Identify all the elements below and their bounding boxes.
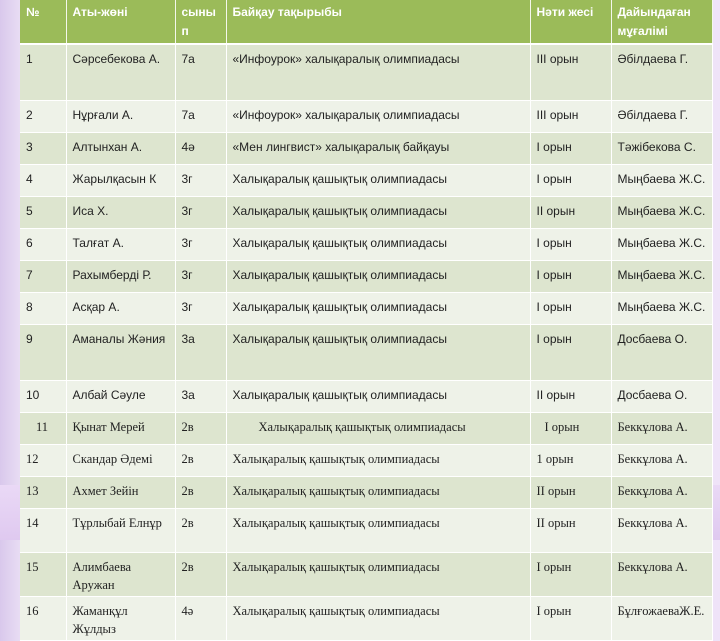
table-row [20,197,712,229]
cell-class: 4ә [175,597,226,641]
cell-class: 3а [175,325,226,381]
results-table [20,0,713,641]
cell-number: 6 [20,229,66,261]
table-row [20,44,712,101]
cell-class: 3а [175,381,226,413]
cell-contest: Халықаралық қашықтық олимпиадасы [226,597,530,641]
table-row [20,477,712,509]
cell-teacher: Досбаева О. [611,325,712,381]
cell-number: 10 [20,381,66,413]
cell-teacher: Беккұлова А. [611,445,712,477]
cell-number: 9 [20,325,66,381]
cell-result: I орын [530,293,611,325]
cell-number: 11 [20,413,66,445]
header-contest: Байқау тақырыбы [226,0,530,44]
header-teacher: Дайындаған мұғалімі [611,0,712,44]
cell-result: I орын [530,413,611,445]
cell-result: 1 орын [530,445,611,477]
cell-name: Жаманқұл Жұлдыз [66,597,175,641]
cell-number: 14 [20,509,66,553]
cell-number: 15 [20,553,66,597]
table-row [20,165,712,197]
table-row [20,325,712,381]
cell-contest: Халықаралық қашықтық олимпиадасы [226,413,530,445]
cell-number: 8 [20,293,66,325]
cell-teacher: Тәжібекова С. [611,133,712,165]
cell-number: 4 [20,165,66,197]
cell-contest: Халықаралық қашықтық олимпиадасы [226,381,530,413]
cell-name: Иса Х. [66,197,175,229]
cell-result: II орын [530,509,611,553]
cell-number: 1 [20,44,66,101]
cell-teacher: Мыңбаева Ж.С. [611,261,712,293]
cell-contest: «Мен лингвист» халықаралық байқауы [226,133,530,165]
cell-number: 13 [20,477,66,509]
cell-class: 2в [175,445,226,477]
cell-contest: Халықаралық қашықтық олимпиадасы [226,553,530,597]
cell-teacher: Беккұлова А. [611,413,712,445]
table-row [20,381,712,413]
cell-teacher: БұлғожаеваЖ.Е. [611,597,712,641]
cell-result: I орын [530,229,611,261]
cell-name: Алимбаева Аружан [66,553,175,597]
cell-name: Сәрсебекова А. [66,44,175,101]
cell-name: Тұрлыбай Елнұр [66,509,175,553]
cell-contest: «Инфоурок» халықаралық олимпиадасы [226,101,530,133]
header-class: сыны п [175,0,226,44]
cell-class: 3г [175,197,226,229]
cell-number: 3 [20,133,66,165]
header-number: № [20,0,66,44]
cell-contest: Халықаралық қашықтық олимпиадасы [226,229,530,261]
cell-class: 3г [175,229,226,261]
cell-name: Аманалы Жәния [66,325,175,381]
cell-teacher: Мыңбаева Ж.С. [611,197,712,229]
cell-number: 7 [20,261,66,293]
cell-teacher: Беккұлова А. [611,477,712,509]
cell-class: 7а [175,101,226,133]
cell-class: 2в [175,553,226,597]
cell-teacher: Мыңбаева Ж.С. [611,293,712,325]
header-result: Нәти жесі [530,0,611,44]
cell-teacher: Мыңбаева Ж.С. [611,165,712,197]
cell-class: 2в [175,509,226,553]
cell-contest: Халықаралық қашықтық олимпиадасы [226,445,530,477]
cell-name: Алтынхан А. [66,133,175,165]
cell-number: 16 [20,597,66,641]
cell-name: Албай Сәуле [66,381,175,413]
table-row [20,293,712,325]
cell-teacher: Әбілдаева Г. [611,44,712,101]
cell-name: Нұрғали А. [66,101,175,133]
table-row [20,229,712,261]
cell-name: Қынат Мерей [66,413,175,445]
cell-teacher: Әбілдаева Г. [611,101,712,133]
cell-class: 3г [175,261,226,293]
cell-contest: Халықаралық қашықтық олимпиадасы [226,261,530,293]
cell-result: II орын [530,477,611,509]
cell-class: 7а [175,44,226,101]
cell-teacher: Досбаева О. [611,381,712,413]
table-header-row [20,0,712,44]
cell-result: I орын [530,553,611,597]
cell-teacher: Беккұлова А. [611,553,712,597]
cell-number: 5 [20,197,66,229]
cell-number: 2 [20,101,66,133]
table-row [20,445,712,477]
cell-class: 2в [175,413,226,445]
table-row [20,133,712,165]
table-row [20,553,712,597]
cell-contest: Халықаралық қашықтық олимпиадасы [226,477,530,509]
header-name: Аты-жөні [66,0,175,44]
table-row [20,413,712,445]
cell-class: 3г [175,293,226,325]
cell-result: I орын [530,325,611,381]
cell-result: I орын [530,597,611,641]
cell-result: I орын [530,133,611,165]
cell-name: Асқар А. [66,293,175,325]
cell-name: Ахмет Зейін [66,477,175,509]
table-row [20,597,712,641]
cell-number: 12 [20,445,66,477]
cell-result: I орын [530,261,611,293]
cell-result: II орын [530,381,611,413]
cell-class: 2в [175,477,226,509]
cell-name: Рахымберді Р. [66,261,175,293]
cell-name: Жарылқасын К [66,165,175,197]
table-row [20,509,712,553]
cell-class: 4ә [175,133,226,165]
cell-contest: «Инфоурок» халықаралық олимпиадасы [226,44,530,101]
cell-result: III орын [530,44,611,101]
cell-name: Талғат А. [66,229,175,261]
cell-result: II орын [530,197,611,229]
cell-contest: Халықаралық қашықтық олимпиадасы [226,197,530,229]
cell-contest: Халықаралық қашықтық олимпиадасы [226,293,530,325]
cell-contest: Халықаралық қашықтық олимпиадасы [226,165,530,197]
cell-contest: Халықаралық қашықтық олимпиадасы [226,509,530,553]
cell-contest: Халықаралық қашықтық олимпиадасы [226,325,530,381]
table-row [20,101,712,133]
cell-teacher: Мыңбаева Ж.С. [611,229,712,261]
cell-result: III орын [530,101,611,133]
table-row [20,261,712,293]
cell-teacher: Беккұлова А. [611,509,712,553]
cell-result: I орын [530,165,611,197]
cell-name: Скандар Әдемі [66,445,175,477]
cell-class: 3г [175,165,226,197]
